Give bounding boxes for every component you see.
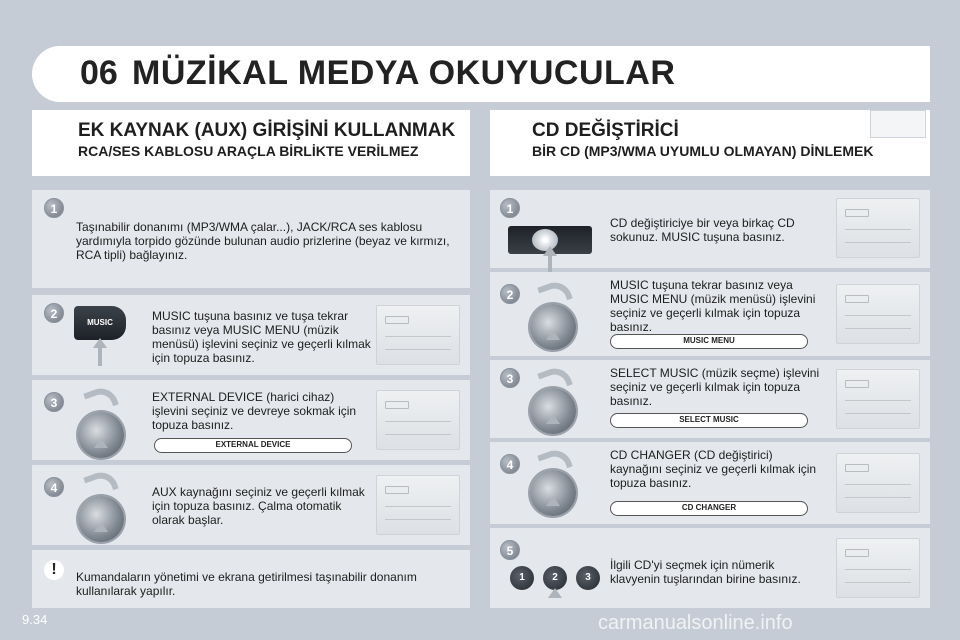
step-text: MUSIC tuşuna tekrar basınız veya MUSIC MENU (müzik menüsü) işlevini seçiniz ve geçerli kılmak için topuza basınız. bbox=[610, 278, 816, 334]
press-arrow-icon bbox=[94, 438, 108, 448]
number-key-3: 3 bbox=[576, 566, 600, 590]
step-badge: 2 bbox=[500, 284, 520, 304]
radio-panel-illustration bbox=[376, 390, 460, 450]
step-text: İlgili CD'yi seçmek için nümerik klavyenin tuşlarından birine basınız. bbox=[610, 558, 801, 586]
page-number: 9.34 bbox=[22, 612, 48, 627]
knob-icon bbox=[78, 412, 124, 458]
radio-panel-illustration bbox=[836, 369, 920, 429]
knob-icon bbox=[78, 496, 124, 542]
step-text: MUSIC tuşuna basınız ve tuşa tekrar basınız veya MUSIC MENU (müzik menüsü) işlevini seçiniz ve geçerli kılmak için topuza basınız. bbox=[152, 309, 371, 365]
step-badge: 4 bbox=[44, 477, 64, 497]
music-menu-label: MUSIC MENU bbox=[610, 334, 808, 349]
radio-panel-illustration bbox=[376, 475, 460, 535]
warning-icon: ! bbox=[44, 560, 64, 580]
radio-panel-illustration bbox=[836, 453, 920, 513]
left-section-subtitle: RCA/SES KABLOSU ARAÇLA BİRLİKTE VERİLMEZ bbox=[78, 143, 419, 159]
step-badge: 2 bbox=[44, 303, 64, 323]
step-text: SELECT MUSIC (müzik seçme) işlevini seçiniz ve geçerli kılmak için topuza basınız. bbox=[610, 366, 820, 408]
press-arrow-icon bbox=[546, 496, 560, 506]
step-text: CD değiştiriciye bir veya birkaç CD sokunuz. MUSIC tuşuna basınız. bbox=[610, 216, 795, 244]
knob-icon bbox=[530, 470, 576, 516]
chapter-number: 06 bbox=[80, 54, 118, 92]
music-button-icon: MUSIC bbox=[74, 306, 126, 340]
number-key-2: 2 bbox=[543, 566, 567, 590]
press-arrow-icon bbox=[548, 588, 562, 598]
number-key-1: 1 bbox=[510, 566, 534, 590]
left-step-1-panel bbox=[32, 190, 470, 288]
note-text: Kumandaların yönetimi ve ekrana getirilmesi taşınabilir donanım kullanılarak yapılır. bbox=[76, 570, 417, 598]
step-badge: 4 bbox=[500, 454, 520, 474]
step-text: Taşınabilir donanımı (MP3/WMA çalar...), JACK/RCA ses kablosu yardımıyla torpido gözünde bulunan audio prizlerine (beyaz ve kırmızı, RCA tipli) bağlayınız. bbox=[76, 220, 450, 262]
press-arrow-icon bbox=[94, 522, 108, 532]
watermark: carmanualsonline.info bbox=[598, 612, 793, 634]
press-arrow-icon bbox=[93, 338, 107, 348]
step-badge: 1 bbox=[44, 198, 64, 218]
radio-panel-illustration bbox=[376, 305, 460, 365]
step-badge: 3 bbox=[44, 392, 64, 412]
step-badge: 1 bbox=[500, 198, 520, 218]
radio-panel-illustration bbox=[836, 198, 920, 258]
step-badge: 5 bbox=[500, 540, 520, 560]
external-device-label: EXTERNAL DEVICE bbox=[154, 438, 352, 453]
left-note-panel bbox=[32, 550, 470, 608]
press-arrow-stem bbox=[98, 348, 102, 366]
select-music-label: SELECT MUSIC bbox=[610, 413, 808, 428]
insert-arrow-stem bbox=[548, 254, 552, 272]
cd-changer-label: CD CHANGER bbox=[610, 501, 808, 516]
page-title: MÜZİKAL MEDYA OKUYUCULAR bbox=[132, 54, 676, 92]
press-arrow-icon bbox=[546, 414, 560, 424]
press-arrow-icon bbox=[546, 330, 560, 340]
knob-icon bbox=[530, 388, 576, 434]
radio-panel-illustration bbox=[836, 538, 920, 598]
step-text: EXTERNAL DEVICE (harici cihaz) işlevini seçiniz ve devreye sokmak için topuza basınız. bbox=[152, 390, 357, 432]
step-text: AUX kaynağını seçiniz ve geçerli kılmak için topuza basınız. Çalma otomatik olarak başlar. bbox=[152, 485, 365, 527]
left-section-title: EK KAYNAK (AUX) GİRİŞİNİ KULLANMAK bbox=[78, 120, 456, 141]
cd-changer-icon bbox=[870, 110, 926, 138]
step-badge: 3 bbox=[500, 368, 520, 388]
radio-panel-illustration bbox=[836, 284, 920, 344]
step-text: CD CHANGER (CD değiştirici) kaynağını seçiniz ve geçerli kılmak için topuza basınız. bbox=[610, 448, 817, 490]
right-section-subtitle: BİR CD (MP3/WMA UYUMLU OLMAYAN) DİNLEMEK bbox=[532, 143, 874, 159]
right-section-title: CD DEĞİŞTİRİCİ bbox=[532, 120, 679, 141]
knob-icon bbox=[530, 304, 576, 350]
